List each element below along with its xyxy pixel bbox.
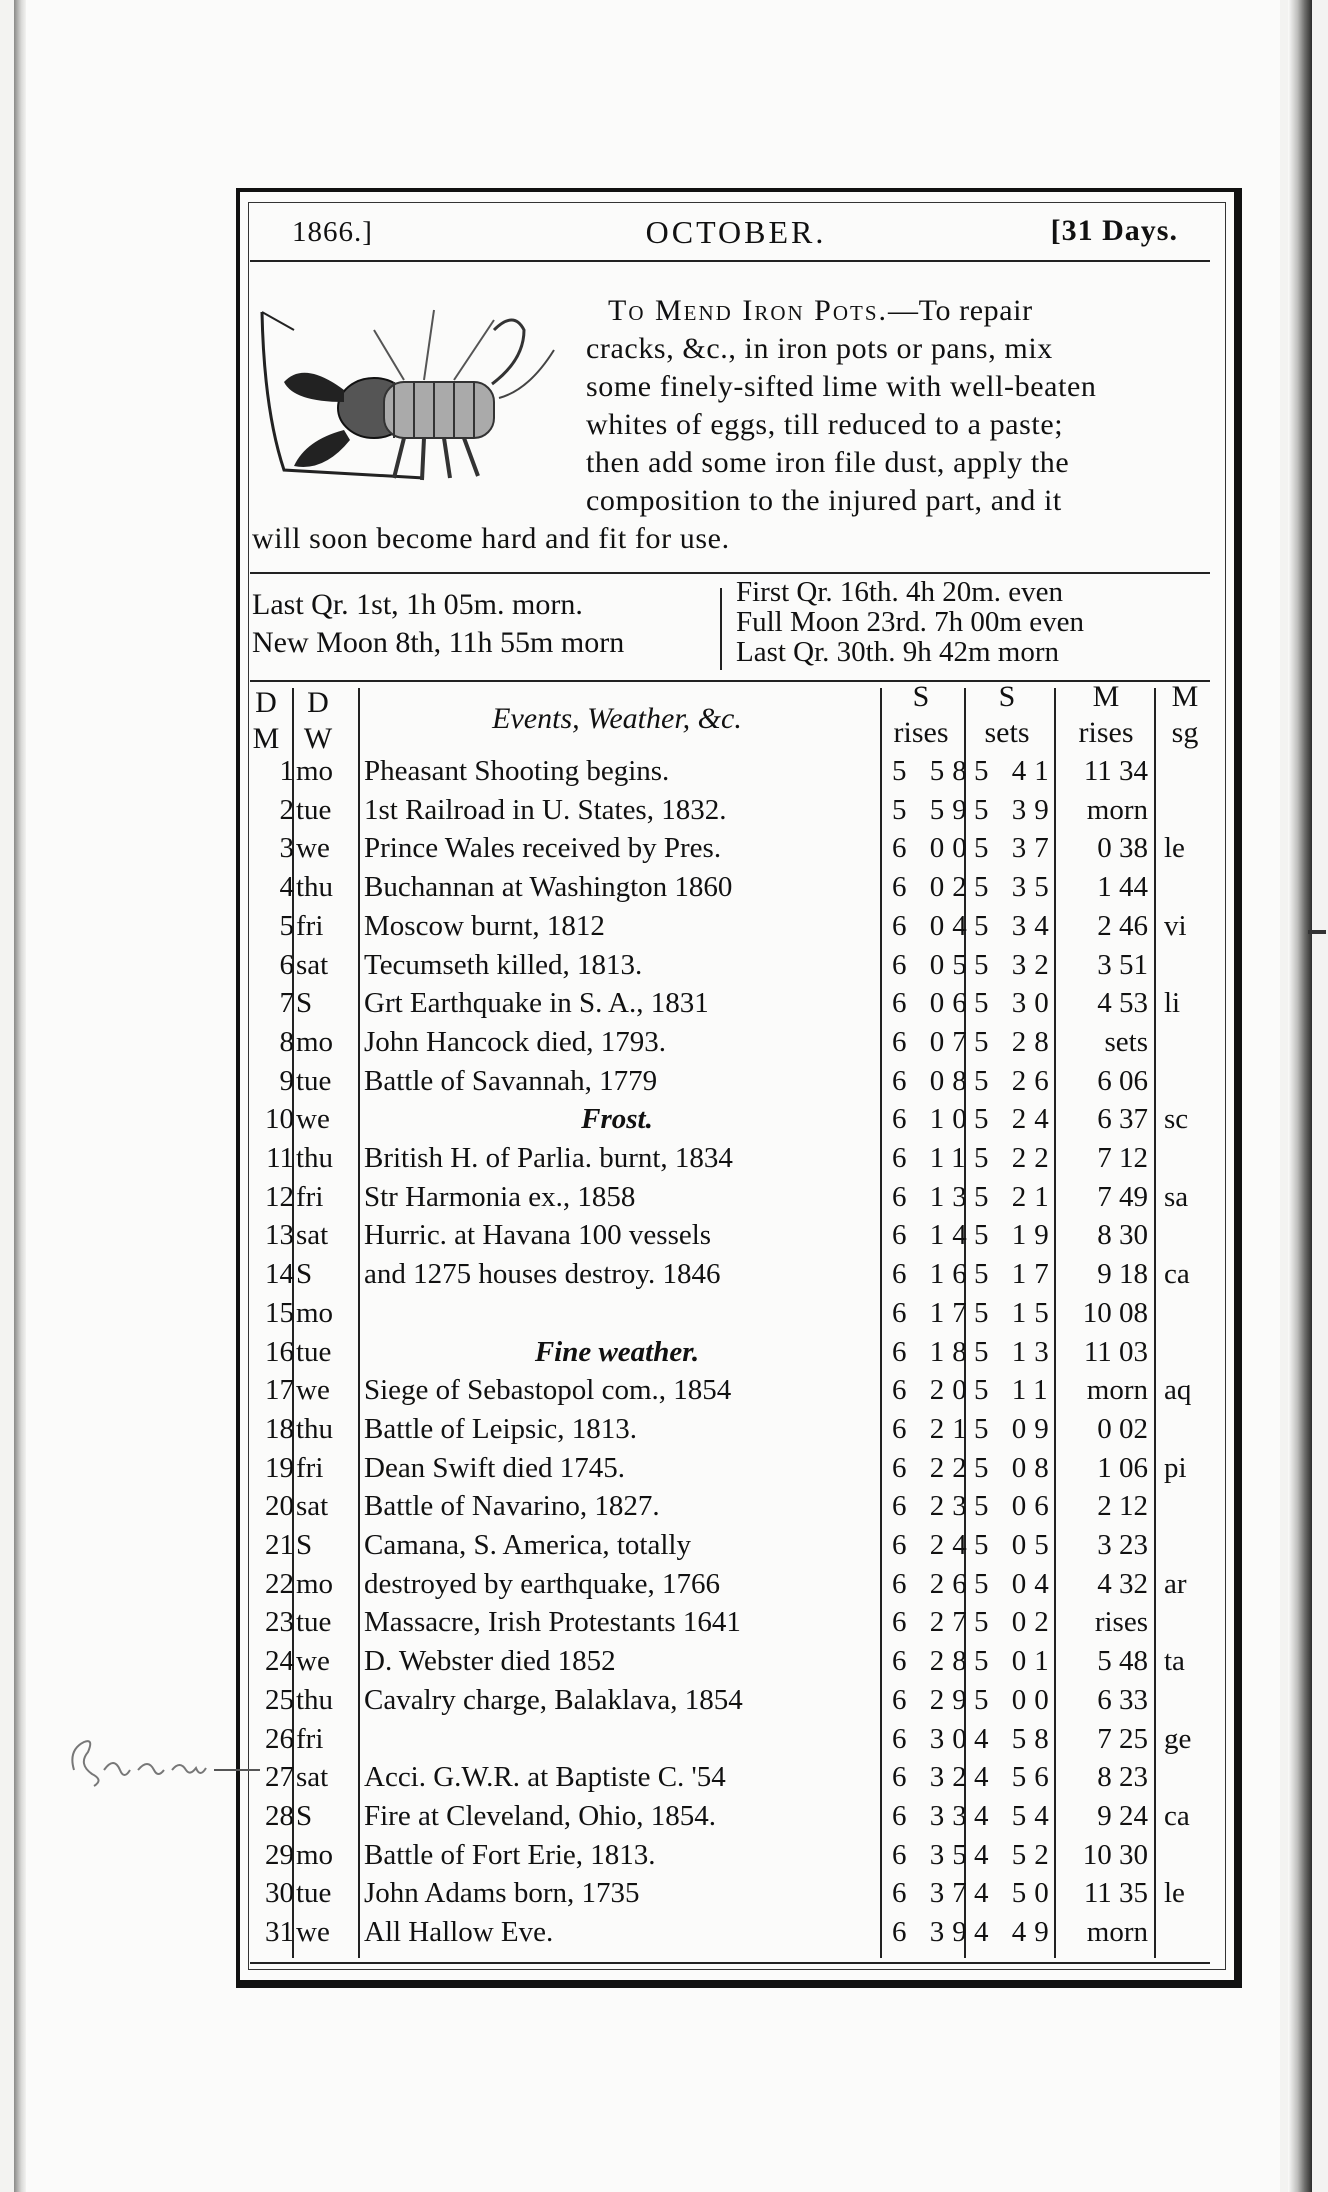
day-of-month: 24 bbox=[265, 1645, 294, 1678]
day-of-month: 15 bbox=[265, 1296, 294, 1329]
calendar-row bbox=[240, 1410, 1234, 1448]
sun-sets: 4 50 bbox=[974, 1877, 1057, 1910]
sun-sets: 5 32 bbox=[974, 948, 1057, 981]
moon-sign: vi bbox=[1164, 909, 1187, 942]
day-of-week: tue bbox=[296, 1606, 332, 1639]
moon-rises: 7 49 bbox=[1097, 1180, 1148, 1213]
day-of-week: sat bbox=[296, 1219, 329, 1252]
calendar-row bbox=[240, 1797, 1234, 1835]
calendar-row bbox=[240, 1526, 1234, 1564]
day-of-month: 23 bbox=[265, 1606, 294, 1639]
footer-rule bbox=[250, 1962, 1210, 1964]
calendar-row bbox=[240, 1449, 1234, 1487]
moon-rises: morn bbox=[1086, 1374, 1148, 1407]
moon-rises: 11 35 bbox=[1083, 1877, 1148, 1910]
binding-edge bbox=[14, 0, 26, 2192]
calendar-row bbox=[240, 1333, 1234, 1371]
moon-rises: 1 06 bbox=[1097, 1451, 1148, 1484]
day-of-week: fri bbox=[296, 1451, 324, 1484]
calendar-row bbox=[240, 946, 1234, 984]
almanac-header bbox=[266, 212, 1206, 252]
sun-sets: 5 37 bbox=[974, 832, 1057, 865]
day-of-month: 27 bbox=[265, 1761, 294, 1794]
col-header-dw-1: D bbox=[307, 686, 329, 719]
event-text: Massacre, Irish Protestants 1641 bbox=[364, 1606, 741, 1639]
day-of-week: tue bbox=[296, 1877, 332, 1910]
sun-rises: 6 17 bbox=[892, 1296, 975, 1329]
calendar-row bbox=[240, 1836, 1234, 1874]
day-of-month: 10 bbox=[265, 1103, 294, 1136]
calendar-row bbox=[240, 1681, 1234, 1719]
day-of-month: 22 bbox=[265, 1567, 294, 1600]
handwritten-margin-note bbox=[64, 1730, 264, 1790]
calendar-row bbox=[240, 829, 1234, 867]
day-of-month: 16 bbox=[265, 1335, 294, 1368]
sun-rises: 6 02 bbox=[892, 871, 975, 904]
calendar-row bbox=[240, 1216, 1234, 1254]
sun-rises: 6 33 bbox=[892, 1799, 975, 1832]
day-of-week: fri bbox=[296, 909, 324, 942]
day-of-week: we bbox=[296, 1645, 330, 1678]
sun-sets: 4 56 bbox=[974, 1761, 1057, 1794]
sun-sets: 5 21 bbox=[974, 1180, 1057, 1213]
calendar-row bbox=[240, 1758, 1234, 1796]
moon-rises: 7 25 bbox=[1097, 1722, 1148, 1755]
moon-sign: sa bbox=[1164, 1180, 1189, 1213]
sun-rises: 6 21 bbox=[892, 1412, 975, 1445]
col-header-sun-set-2: sets bbox=[984, 716, 1030, 749]
day-of-week: mo bbox=[296, 1296, 334, 1329]
moon-sign: sc bbox=[1164, 1103, 1189, 1136]
col-header-dm-2: M bbox=[252, 722, 280, 755]
moon-rises: rises bbox=[1094, 1606, 1148, 1639]
moon-sign: ca bbox=[1164, 1799, 1190, 1832]
sun-rises: 6 35 bbox=[892, 1838, 975, 1871]
sun-sets: 5 24 bbox=[974, 1103, 1057, 1136]
moon-rises: 8 30 bbox=[1097, 1219, 1148, 1252]
event-text: D. Webster died 1852 bbox=[364, 1645, 616, 1678]
sun-rises: 6 24 bbox=[892, 1529, 975, 1561]
moon-rises: 9 18 bbox=[1097, 1258, 1148, 1291]
calendar-row bbox=[240, 1255, 1234, 1293]
col-header-moon-rise-2: rises bbox=[1078, 716, 1134, 749]
moon-sign: li bbox=[1164, 987, 1181, 1020]
event-text: Hurric. at Havana 100 vessels bbox=[364, 1219, 712, 1252]
recipe-line-5: then add some iron file dust, apply the bbox=[586, 446, 1070, 479]
moon-phase-full-moon: Full Moon 23rd. 7h 00m even bbox=[736, 606, 1084, 638]
day-of-month: 6 bbox=[279, 948, 294, 981]
col-header-sun-set-1: S bbox=[998, 680, 1016, 713]
handwriting-icon bbox=[64, 1730, 264, 1790]
moon-sign: aq bbox=[1164, 1374, 1192, 1407]
day-of-week: sat bbox=[296, 1761, 329, 1794]
recipe-text-1: —To repair bbox=[888, 294, 1033, 327]
day-of-month: 21 bbox=[265, 1529, 294, 1561]
sun-sets: 5 19 bbox=[974, 1219, 1057, 1252]
event-text: Frost. bbox=[581, 1103, 653, 1136]
day-of-month: 30 bbox=[265, 1877, 294, 1910]
day-of-month: 31 bbox=[265, 1916, 294, 1948]
day-of-month: 11 bbox=[266, 1142, 294, 1174]
day-of-month: 14 bbox=[265, 1258, 294, 1291]
header-days: [31 Days. bbox=[1050, 214, 1178, 247]
moon-rises: 5 48 bbox=[1097, 1645, 1148, 1678]
sun-rises: 6 04 bbox=[892, 909, 975, 942]
sun-sets: 4 52 bbox=[974, 1838, 1057, 1871]
col-header-dm-1: D bbox=[255, 686, 277, 719]
moon-sign: ta bbox=[1164, 1645, 1185, 1678]
moon-rises: morn bbox=[1086, 793, 1148, 826]
day-of-week: we bbox=[296, 832, 330, 865]
lobster-engraving-icon bbox=[254, 290, 574, 490]
recipe-line-3: some finely-sifted lime with well-beaten bbox=[586, 370, 1097, 403]
calendar-row bbox=[240, 1062, 1234, 1100]
moon-rises: 3 23 bbox=[1097, 1529, 1148, 1561]
day-of-week: sat bbox=[296, 1490, 329, 1523]
sun-rises: 6 26 bbox=[892, 1567, 975, 1600]
moon-rises: sets bbox=[1104, 1025, 1148, 1058]
day-of-week: thu bbox=[296, 1683, 334, 1716]
moon-rises: 2 46 bbox=[1097, 909, 1148, 942]
sun-sets: 5 22 bbox=[974, 1142, 1057, 1174]
moon-rises: 6 37 bbox=[1097, 1103, 1148, 1136]
day-of-week: thu bbox=[296, 1412, 334, 1445]
day-of-month: 3 bbox=[279, 832, 294, 865]
moon-rises: 9 24 bbox=[1097, 1799, 1148, 1832]
day-of-week: tue bbox=[296, 1335, 332, 1368]
sun-sets: 5 41 bbox=[974, 755, 1057, 787]
sun-sets: 5 05 bbox=[974, 1529, 1057, 1561]
moon-sign: le bbox=[1164, 832, 1185, 865]
day-of-week: mo bbox=[296, 755, 334, 787]
event-text: John Hancock died, 1793. bbox=[364, 1025, 667, 1058]
sun-sets: 5 28 bbox=[974, 1025, 1057, 1058]
sun-sets: 4 49 bbox=[974, 1916, 1057, 1948]
recipe-line-6: composition to the injured part, and it bbox=[586, 484, 1062, 517]
day-of-week: we bbox=[296, 1103, 330, 1136]
event-text: Prince Wales received by Pres. bbox=[364, 832, 722, 865]
moon-phase-first-qr: First Qr. 16th. 4h 20m. even bbox=[736, 576, 1064, 608]
day-of-month: 13 bbox=[265, 1219, 294, 1252]
moon-rises: 7 12 bbox=[1097, 1142, 1148, 1174]
sun-sets: 5 00 bbox=[974, 1683, 1057, 1716]
sun-rises: 6 16 bbox=[892, 1258, 975, 1291]
header-year: 1866.] bbox=[292, 216, 373, 248]
day-of-month: 28 bbox=[265, 1799, 294, 1832]
sun-rises: 6 18 bbox=[892, 1335, 975, 1368]
sun-rises: 6 05 bbox=[892, 948, 975, 981]
header-month: OCTOBER. bbox=[645, 214, 827, 250]
sun-sets: 4 54 bbox=[974, 1799, 1057, 1832]
sun-rises: 6 32 bbox=[892, 1761, 975, 1794]
day-of-week: fri bbox=[296, 1180, 324, 1213]
moon-rises: 3 51 bbox=[1097, 948, 1148, 981]
event-text: British H. of Parlia. burnt, 1834 bbox=[364, 1142, 733, 1174]
calendar-row bbox=[240, 1178, 1234, 1216]
moon-rises: 6 33 bbox=[1097, 1683, 1148, 1716]
calendar-row bbox=[240, 868, 1234, 906]
sun-rises: 6 14 bbox=[892, 1219, 975, 1252]
event-text: John Adams born, 1735 bbox=[364, 1877, 640, 1910]
recipe-line-1 bbox=[608, 294, 1033, 328]
moon-sign: pi bbox=[1164, 1451, 1187, 1484]
day-of-week: S bbox=[296, 987, 313, 1020]
event-text: Grt Earthquake in S. A., 1831 bbox=[364, 987, 709, 1020]
day-of-week: thu bbox=[296, 1142, 334, 1174]
almanac-frame bbox=[236, 188, 1242, 1988]
calendar-row bbox=[240, 752, 1234, 790]
sun-rises: 6 23 bbox=[892, 1490, 975, 1523]
event-text: Acci. G.W.R. at Baptiste C. '54 bbox=[364, 1761, 726, 1794]
calendar-row bbox=[240, 1023, 1234, 1061]
calendar-row bbox=[240, 1720, 1234, 1758]
sun-rises: 6 07 bbox=[892, 1025, 975, 1058]
sun-rises: 5 59 bbox=[892, 793, 975, 826]
sun-sets: 5 30 bbox=[974, 987, 1057, 1020]
calendar-row bbox=[240, 1603, 1234, 1641]
recipe-rule bbox=[250, 572, 1210, 574]
moon-rises: 11 34 bbox=[1083, 755, 1148, 787]
event-text: All Hallow Eve. bbox=[364, 1916, 554, 1948]
event-text: Fire at Cleveland, Ohio, 1854. bbox=[364, 1799, 716, 1832]
sun-sets: 5 15 bbox=[974, 1296, 1057, 1329]
calendar-row bbox=[240, 1371, 1234, 1409]
sun-rises: 6 27 bbox=[892, 1606, 975, 1639]
sun-rises: 5 58 bbox=[892, 755, 975, 787]
calendar-row bbox=[240, 1913, 1234, 1951]
day-of-week: sat bbox=[296, 948, 329, 981]
col-header-sun-rise-1: S bbox=[912, 680, 930, 713]
event-text: Buchannan at Washington 1860 bbox=[364, 871, 733, 904]
day-of-month: 19 bbox=[265, 1451, 294, 1484]
moon-rises: 4 53 bbox=[1097, 987, 1148, 1020]
sun-sets: 5 17 bbox=[974, 1258, 1057, 1291]
day-of-week: we bbox=[296, 1916, 330, 1948]
calendar-row bbox=[240, 1294, 1234, 1332]
calendar-row bbox=[240, 984, 1234, 1022]
day-of-month: 26 bbox=[265, 1722, 294, 1755]
recipe-line-2: cracks, &c., in iron pots or pans, mix bbox=[586, 332, 1053, 365]
day-of-week: tue bbox=[296, 1064, 332, 1097]
sun-rises: 6 29 bbox=[892, 1683, 975, 1716]
day-of-month: 7 bbox=[279, 987, 294, 1020]
day-of-month: 1 bbox=[279, 755, 294, 787]
sun-rises: 6 13 bbox=[892, 1180, 975, 1213]
page-edge-mark bbox=[1308, 930, 1326, 934]
moon-rises: 8 23 bbox=[1097, 1761, 1148, 1794]
event-text: Siege of Sebastopol com., 1854 bbox=[364, 1374, 732, 1407]
sun-sets: 5 01 bbox=[974, 1645, 1057, 1678]
calendar-row bbox=[240, 1874, 1234, 1912]
sun-rises: 6 06 bbox=[892, 987, 975, 1020]
event-text: Fine weather. bbox=[534, 1335, 700, 1368]
sun-sets: 4 58 bbox=[974, 1722, 1057, 1755]
day-of-week: S bbox=[296, 1529, 313, 1561]
day-of-month: 2 bbox=[279, 793, 294, 826]
day-of-month: 4 bbox=[279, 871, 294, 904]
event-text: destroyed by earthquake, 1766 bbox=[364, 1567, 720, 1600]
moon-rises: 0 02 bbox=[1097, 1412, 1148, 1445]
event-text: Battle of Navarino, 1827. bbox=[364, 1490, 660, 1523]
day-of-week: S bbox=[296, 1799, 313, 1832]
day-of-month: 20 bbox=[265, 1490, 294, 1523]
sun-sets: 5 13 bbox=[974, 1335, 1057, 1368]
day-of-week: S bbox=[296, 1258, 313, 1291]
event-text: Dean Swift died 1745. bbox=[364, 1451, 625, 1484]
sun-sets: 5 04 bbox=[974, 1567, 1057, 1600]
calendar-row bbox=[240, 1100, 1234, 1138]
event-text: Moscow burnt, 1812 bbox=[364, 909, 605, 942]
day-of-month: 5 bbox=[279, 909, 294, 942]
day-of-month: 9 bbox=[279, 1064, 294, 1097]
col-header-moon-sign-1: M bbox=[1171, 680, 1199, 713]
sun-sets: 5 35 bbox=[974, 871, 1057, 904]
moon-rises: 6 06 bbox=[1097, 1064, 1148, 1097]
calendar-row bbox=[240, 1565, 1234, 1603]
calendar-row bbox=[240, 791, 1234, 829]
sun-sets: 5 26 bbox=[974, 1064, 1057, 1097]
sun-rises: 6 20 bbox=[892, 1374, 975, 1407]
header-rule bbox=[250, 260, 1210, 262]
moon-rises: 10 30 bbox=[1082, 1838, 1148, 1871]
moon-sign: le bbox=[1164, 1877, 1185, 1910]
day-of-month: 25 bbox=[265, 1683, 294, 1716]
day-of-month: 8 bbox=[279, 1025, 294, 1058]
day-of-month: 17 bbox=[265, 1374, 294, 1407]
recipe-line-4: whites of eggs, till reduced to a paste; bbox=[586, 408, 1064, 441]
col-header-dw-2: W bbox=[303, 722, 333, 755]
moon-rises: morn bbox=[1086, 1916, 1148, 1948]
moon-rises: 11 03 bbox=[1083, 1335, 1148, 1368]
moon-rises: 10 08 bbox=[1082, 1296, 1148, 1329]
event-text: Camana, S. America, totally bbox=[364, 1529, 691, 1561]
day-of-week: mo bbox=[296, 1567, 334, 1600]
event-text: Tecumseth killed, 1813. bbox=[364, 948, 643, 981]
moon-phase-last-qr: Last Qr. 1st, 1h 05m. morn. bbox=[252, 588, 583, 621]
moon-phase-new-moon: New Moon 8th, 11h 55m morn bbox=[252, 626, 625, 659]
day-of-week: thu bbox=[296, 871, 334, 904]
calendar-row bbox=[240, 1642, 1234, 1680]
day-of-week: fri bbox=[296, 1722, 324, 1755]
col-header-moon-rise-1: M bbox=[1092, 680, 1120, 713]
event-text: Pheasant Shooting begins. bbox=[364, 755, 670, 787]
sun-sets: 5 34 bbox=[974, 909, 1057, 942]
col-header-events: Events, Weather, &c. bbox=[492, 702, 742, 735]
page-edge bbox=[1288, 0, 1312, 2192]
sun-rises: 6 08 bbox=[892, 1064, 975, 1097]
day-of-week: tue bbox=[296, 793, 332, 826]
moon-rises: 4 32 bbox=[1097, 1567, 1148, 1600]
recipe-line-7: will soon become hard and fit for use. bbox=[252, 522, 730, 555]
event-text: Str Harmonia ex., 1858 bbox=[364, 1180, 636, 1213]
event-text: Battle of Savannah, 1779 bbox=[364, 1064, 658, 1097]
event-text: Battle of Fort Erie, 1813. bbox=[364, 1838, 656, 1871]
day-of-month: 18 bbox=[265, 1412, 294, 1445]
moon-rises: 1 44 bbox=[1097, 871, 1148, 904]
moon-phase-last-qr-2: Last Qr. 30th. 9h 42m morn bbox=[736, 636, 1060, 668]
sun-sets: 5 09 bbox=[974, 1412, 1057, 1445]
recipe-title: To Mend Iron Pots. bbox=[608, 294, 889, 327]
sun-sets: 5 02 bbox=[974, 1606, 1057, 1639]
day-of-month: 29 bbox=[265, 1838, 294, 1871]
sun-rises: 6 11 bbox=[892, 1142, 974, 1174]
moon-sign: ca bbox=[1164, 1258, 1190, 1291]
sun-sets: 5 11 bbox=[974, 1374, 1056, 1407]
moon-rises: 2 12 bbox=[1097, 1490, 1148, 1523]
sun-rises: 6 00 bbox=[892, 832, 975, 865]
sun-rises: 6 10 bbox=[892, 1103, 975, 1136]
sun-rises: 6 22 bbox=[892, 1451, 975, 1484]
event-text: 1st Railroad in U. States, 1832. bbox=[364, 793, 727, 826]
moon-divider bbox=[720, 588, 722, 670]
event-text: Battle of Leipsic, 1813. bbox=[364, 1412, 638, 1445]
sun-sets: 5 08 bbox=[974, 1451, 1057, 1484]
moon-sign: ge bbox=[1164, 1722, 1192, 1755]
calendar-row bbox=[240, 1139, 1234, 1177]
col-header-moon-sign-2: sg bbox=[1171, 716, 1199, 749]
day-of-week: we bbox=[296, 1374, 330, 1407]
sun-rises: 6 37 bbox=[892, 1877, 975, 1910]
sun-rises: 6 30 bbox=[892, 1722, 975, 1755]
moon-sign: ar bbox=[1164, 1567, 1187, 1600]
sun-sets: 5 39 bbox=[974, 793, 1057, 826]
event-text: Cavalry charge, Balaklava, 1854 bbox=[364, 1683, 743, 1716]
day-of-month: 12 bbox=[265, 1180, 294, 1213]
calendar-row bbox=[240, 907, 1234, 945]
moon-rises: 0 38 bbox=[1097, 832, 1148, 865]
day-of-week: mo bbox=[296, 1838, 334, 1871]
sun-rises: 6 39 bbox=[892, 1916, 975, 1948]
sun-sets: 5 06 bbox=[974, 1490, 1057, 1523]
calendar-row bbox=[240, 1487, 1234, 1525]
col-header-sun-rise-2: rises bbox=[893, 716, 949, 749]
event-text: and 1275 houses destroy. 1846 bbox=[364, 1258, 721, 1291]
sun-rises: 6 28 bbox=[892, 1645, 975, 1678]
day-of-week: mo bbox=[296, 1025, 334, 1058]
